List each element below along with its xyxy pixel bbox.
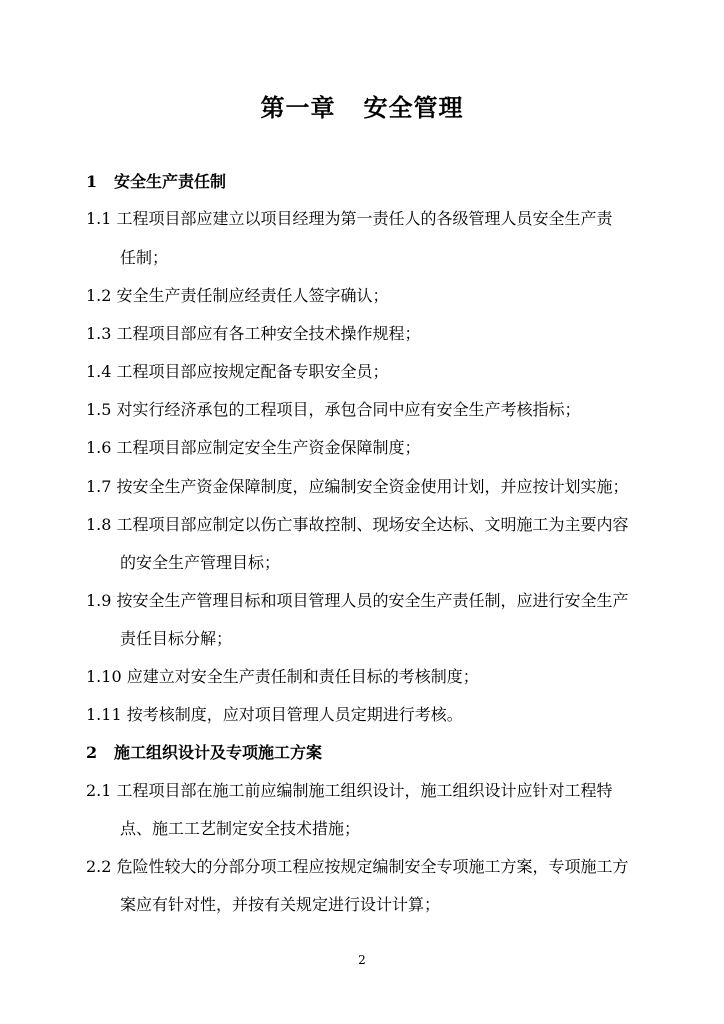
clause-1-1: 1.1 工程项目部应建立以项目经理为第一责任人的各级管理人员安全生产责	[86, 209, 613, 228]
clause-2-1-continued: 点、施工工艺制定安全技术措施；	[120, 819, 361, 838]
clause-1-8-continued: 的安全生产管理目标；	[120, 553, 281, 572]
section-heading-2	[86, 743, 322, 763]
clause-2-2-continued: 案应有针对性，并按有关规定进行设计计算；	[120, 895, 441, 914]
clause-1-10: 1.10 应建立对安全生产责任制和责任目标的考核制度；	[86, 667, 479, 686]
section-title: 施工组织设计及专项施工方案	[114, 743, 323, 762]
clause-2-2: 2.2 危险性较大的分部分项工程应按规定编制安全专项施工方案，专项施工方	[86, 857, 629, 876]
clause-1-1-continued: 任制；	[120, 248, 169, 267]
clause-1-9-continued: 责任目标分解；	[120, 629, 233, 648]
clause-1-9: 1.9 按安全生产管理目标和项目管理人员的安全生产责任制，应进行安全生产	[86, 591, 629, 610]
clause-1-7: 1.7 按安全生产资金保障制度，应编制安全资金使用计划，并应按计划实施；	[86, 477, 629, 496]
section-heading-1	[86, 172, 226, 192]
clause-1-4: 1.4 工程项目部应按规定配备专职安全员；	[86, 362, 389, 381]
clause-1-5: 1.5 对实行经济承包的工程项目，承包合同中应有安全生产考核指标；	[86, 400, 581, 419]
clause-1-8: 1.8 工程项目部应制定以伤亡事故控制、现场安全达标、文明施工为主要内容	[86, 515, 629, 534]
clause-1-3: 1.3 工程项目部应有各工种安全技术操作规程；	[86, 324, 421, 343]
section-number: 2	[86, 743, 98, 762]
clause-1-2: 1.2 安全生产责任制应经责任人签字确认；	[86, 286, 389, 305]
page-number: 2	[358, 953, 366, 967]
clause-1-6: 1.6 工程项目部应制定安全生产资金保障制度；	[86, 438, 421, 457]
clause-1-11: 1.11 按考核制度，应对项目管理人员定期进行考核。	[86, 705, 463, 724]
section-title: 安全生产责任制	[114, 172, 227, 191]
clause-2-1: 2.1 工程项目部在施工前应编制施工组织设计，施工组织设计应针对工程特	[86, 781, 613, 800]
chapter-title: 第一章 安全管理	[260, 93, 464, 122]
section-number: 1	[86, 172, 98, 191]
